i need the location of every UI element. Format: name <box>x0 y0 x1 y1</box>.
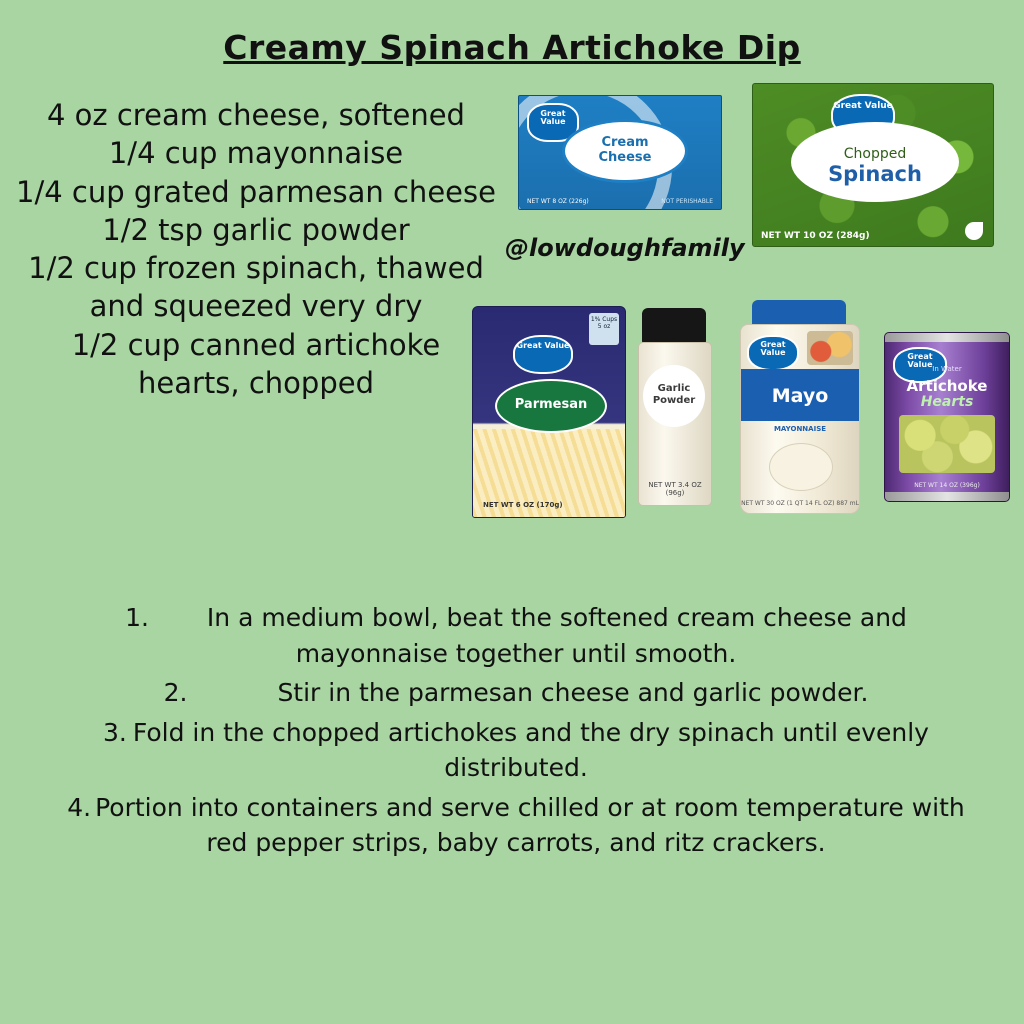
step-number: 2. <box>163 678 188 707</box>
ingredients-list <box>6 96 506 402</box>
instruction-step <box>46 600 986 671</box>
ingredient-item: 4 oz cream cheese, softened <box>47 98 465 132</box>
social-handle: @lowdoughfamily <box>505 234 745 262</box>
ingredient-item: 1/2 tsp garlic powder <box>102 212 410 247</box>
great-value-brand-badge: Great Value <box>527 103 579 142</box>
step-text: Stir in the parmesan cheese and garlic powder. <box>277 678 869 707</box>
page-title: Creamy Spinach Artichoke Dip <box>223 28 801 67</box>
parmesan-name: Parmesan <box>514 397 588 412</box>
artichoke-name-line2: Hearts <box>920 394 974 410</box>
artichoke-hearts-photo <box>899 415 995 473</box>
spinach-net-weight: NET WT 10 OZ (284g) <box>761 231 870 241</box>
great-value-brand-badge: Great Value <box>893 347 947 383</box>
great-value-brand-badge: Great Value <box>513 335 573 374</box>
ingredient-item: 1/2 cup frozen spinach, thawed <box>28 251 484 286</box>
jar-cap <box>642 308 706 344</box>
instruction-step <box>46 715 986 786</box>
ingredient-item: and squeezed very dry <box>89 289 423 324</box>
garlic-powder-net-weight: NET WT 3.4 OZ (96g) <box>648 481 702 497</box>
parmesan-net-weight: NET WT 6 OZ (170g) <box>483 501 563 509</box>
parmesan-cup-callout: 1% Cups 5 oz <box>589 313 619 345</box>
mayo-net-weight: NET WT 30 OZ (1 QT 14 FL OZ) 887 mL <box>741 500 859 507</box>
mayo-label-band <box>741 369 859 421</box>
ingredient-item: 1/4 cup grated parmesan cheese <box>16 174 496 209</box>
artichoke-name-line1: Artichoke <box>906 377 988 395</box>
spinach-name-line2: Spinach <box>828 162 922 186</box>
leaf-icon <box>965 222 983 240</box>
cream-cheese-name-line2: Cheese <box>598 149 652 165</box>
step-number: 1. <box>125 603 149 632</box>
garlic-powder-jar-image <box>638 308 710 504</box>
step-number: 3. <box>103 717 127 747</box>
mayonnaise-jar-image <box>740 300 858 512</box>
artichoke-net-weight: NET WT 14 OZ (396g) <box>914 482 980 489</box>
instruction-step <box>46 675 986 711</box>
can-bottom-rim <box>885 492 1009 501</box>
cream-cheese-name-line1: Cream <box>601 135 649 150</box>
can-top-rim <box>885 333 1009 342</box>
mayo-subtitle: MAYONNAISE <box>773 425 827 433</box>
step-text: Portion into containers and serve chilled or at room temperature with red pepper strips, baby carrots, and ritz crackers. <box>95 792 965 857</box>
food-photo-decoration <box>807 331 853 365</box>
parmesan-package-image <box>472 306 626 518</box>
spinach-label-oval <box>791 122 959 202</box>
jar-body <box>740 324 860 514</box>
product-images <box>460 80 1020 540</box>
step-number: 4. <box>67 792 92 822</box>
spinach-name-line1: Chopped <box>843 146 907 162</box>
cream-cheese-note: NOT PERISHABLE <box>661 198 713 205</box>
garlic-powder-name-line2: Powder <box>652 395 696 406</box>
artichoke-subtitle: In Water <box>932 365 962 373</box>
jar-body <box>638 342 712 506</box>
artichoke-hearts-can-image <box>884 332 1010 502</box>
great-value-brand-badge: Great Value <box>747 335 799 371</box>
parmesan-label-oval <box>495 379 607 433</box>
chopped-spinach-package-image <box>752 83 994 247</box>
ingredient-item: 1/2 cup canned artichoke <box>71 327 441 362</box>
mayo-dollop-image <box>769 443 833 491</box>
cream-cheese-net-weight: NET WT 8 OZ (226g) <box>527 198 589 205</box>
jar-cap <box>752 300 846 326</box>
ingredient-item: hearts, chopped <box>138 365 374 400</box>
cream-cheese-package-image <box>518 95 722 210</box>
ingredient-item: 1/4 cup mayonnaise <box>108 136 404 171</box>
mayo-name: Mayo <box>771 385 829 407</box>
cream-cheese-label-oval <box>565 122 685 180</box>
instruction-step <box>46 790 986 861</box>
garlic-powder-name-line1: Garlic <box>657 383 691 394</box>
great-value-brand-badge: Great Value <box>831 94 895 138</box>
step-text: Fold in the chopped artichokes and the dry spinach until evenly distributed. <box>132 717 929 782</box>
step-text: In a medium bowl, beat the softened cream cheese and mayonnaise together until smooth. <box>206 603 907 668</box>
garlic-powder-label <box>643 365 705 427</box>
instructions-list <box>46 600 986 865</box>
